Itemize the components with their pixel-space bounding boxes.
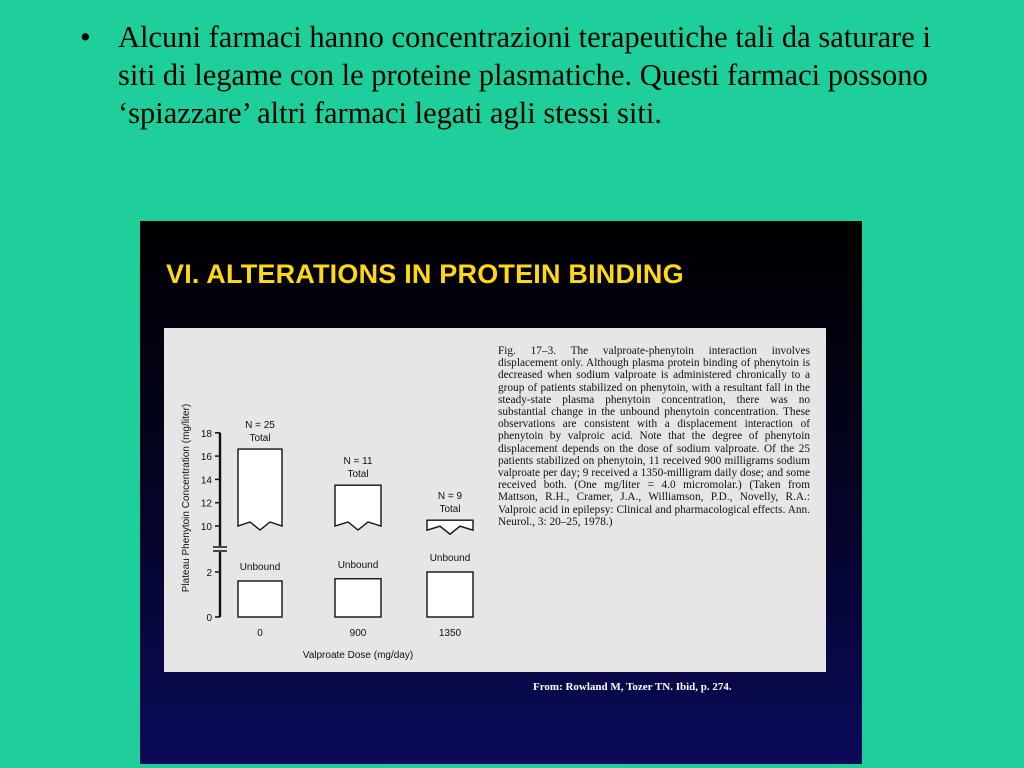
y-tick-label: 10 [200, 522, 212, 533]
figure-panel [164, 328, 826, 672]
group-n-label: N = 25 [245, 420, 275, 432]
series-label-unbound: Unbound [239, 562, 281, 573]
x-tick-label: 0 [257, 628, 263, 639]
bar-unbound [427, 572, 473, 617]
embedded-slide [140, 221, 862, 764]
bar-total [238, 449, 282, 530]
group-n-label: N = 11 [343, 456, 373, 468]
series-label-total: Total [249, 433, 271, 445]
bar-total [335, 485, 381, 530]
source-citation: From: Rowland M, Tozer TN. Ibid, p. 274. [533, 681, 732, 693]
series-label-total: Total [347, 469, 369, 481]
phenytoin-bar-chart [164, 328, 498, 672]
group-n-label: N = 9 [437, 491, 463, 503]
y-tick-label: 2 [206, 568, 212, 579]
y-tick-label: 18 [200, 428, 212, 440]
x-tick-label: 1350 [438, 628, 462, 639]
y-tick-label: 0 [206, 613, 212, 624]
y-tick-label: 16 [200, 452, 212, 464]
figure-caption: Fig. 17–3. The valproate-phenytoin interaction involves displacement only. Although plasma protein binding of phenytoin is decreased when sodium valproate is administered chronically to a group of patients stabilized on phenytoin, with a resultant fall in the steady-state plasma phenytoin concentration, there was no substantial change in the unbound phenytoin concentration. These observations are consistent with a displacement interaction of phenytoin by valproic acid. Note that the degree of phenytoin displacement depends on the dose of sodium valproate. Of the 25 patients stabilized on phenytoin, 11 received 900 milligrams sodium valproate per day; 9 received a 1350-milligram daily dose; and some received both. (One mg/liter = 4.0 micromolar.) (Taken from Mattson, R.H., Cramer, J.A., Williamson, P.D., Novelly, R.A.: Valproic acid in epilepsy: Clinical and pharmacological effects. Ann. Neurol., 3: 20–25, 1978.) [498, 345, 810, 528]
y-tick-label: 12 [200, 498, 212, 510]
series-label-unbound: Unbound [429, 553, 471, 564]
x-axis-label: Valproate Dose (mg/day) [302, 650, 414, 661]
bar-total [427, 520, 473, 534]
bullet-text: Alcuni farmaci hanno concentrazioni terapeutiche tali da saturare i siti di legame con le proteine plasmatiche. Questi farmaci possono ‘spiazzare’ altri farmaci legati agli stessi siti. [118, 20, 931, 130]
y-axis-label: Plateau Phenytoin Concentration (mg/liter) [181, 403, 192, 593]
series-label-total: Total [439, 504, 461, 516]
x-tick-label: 900 [349, 628, 367, 639]
series-label-unbound: Unbound [337, 559, 379, 571]
bullet-marker: • [80, 20, 91, 54]
y-tick-label: 14 [200, 475, 212, 487]
bar-unbound [335, 579, 381, 617]
slide-title: VI. ALTERATIONS IN PROTEIN BINDING [166, 259, 684, 289]
bar-unbound [238, 581, 282, 617]
